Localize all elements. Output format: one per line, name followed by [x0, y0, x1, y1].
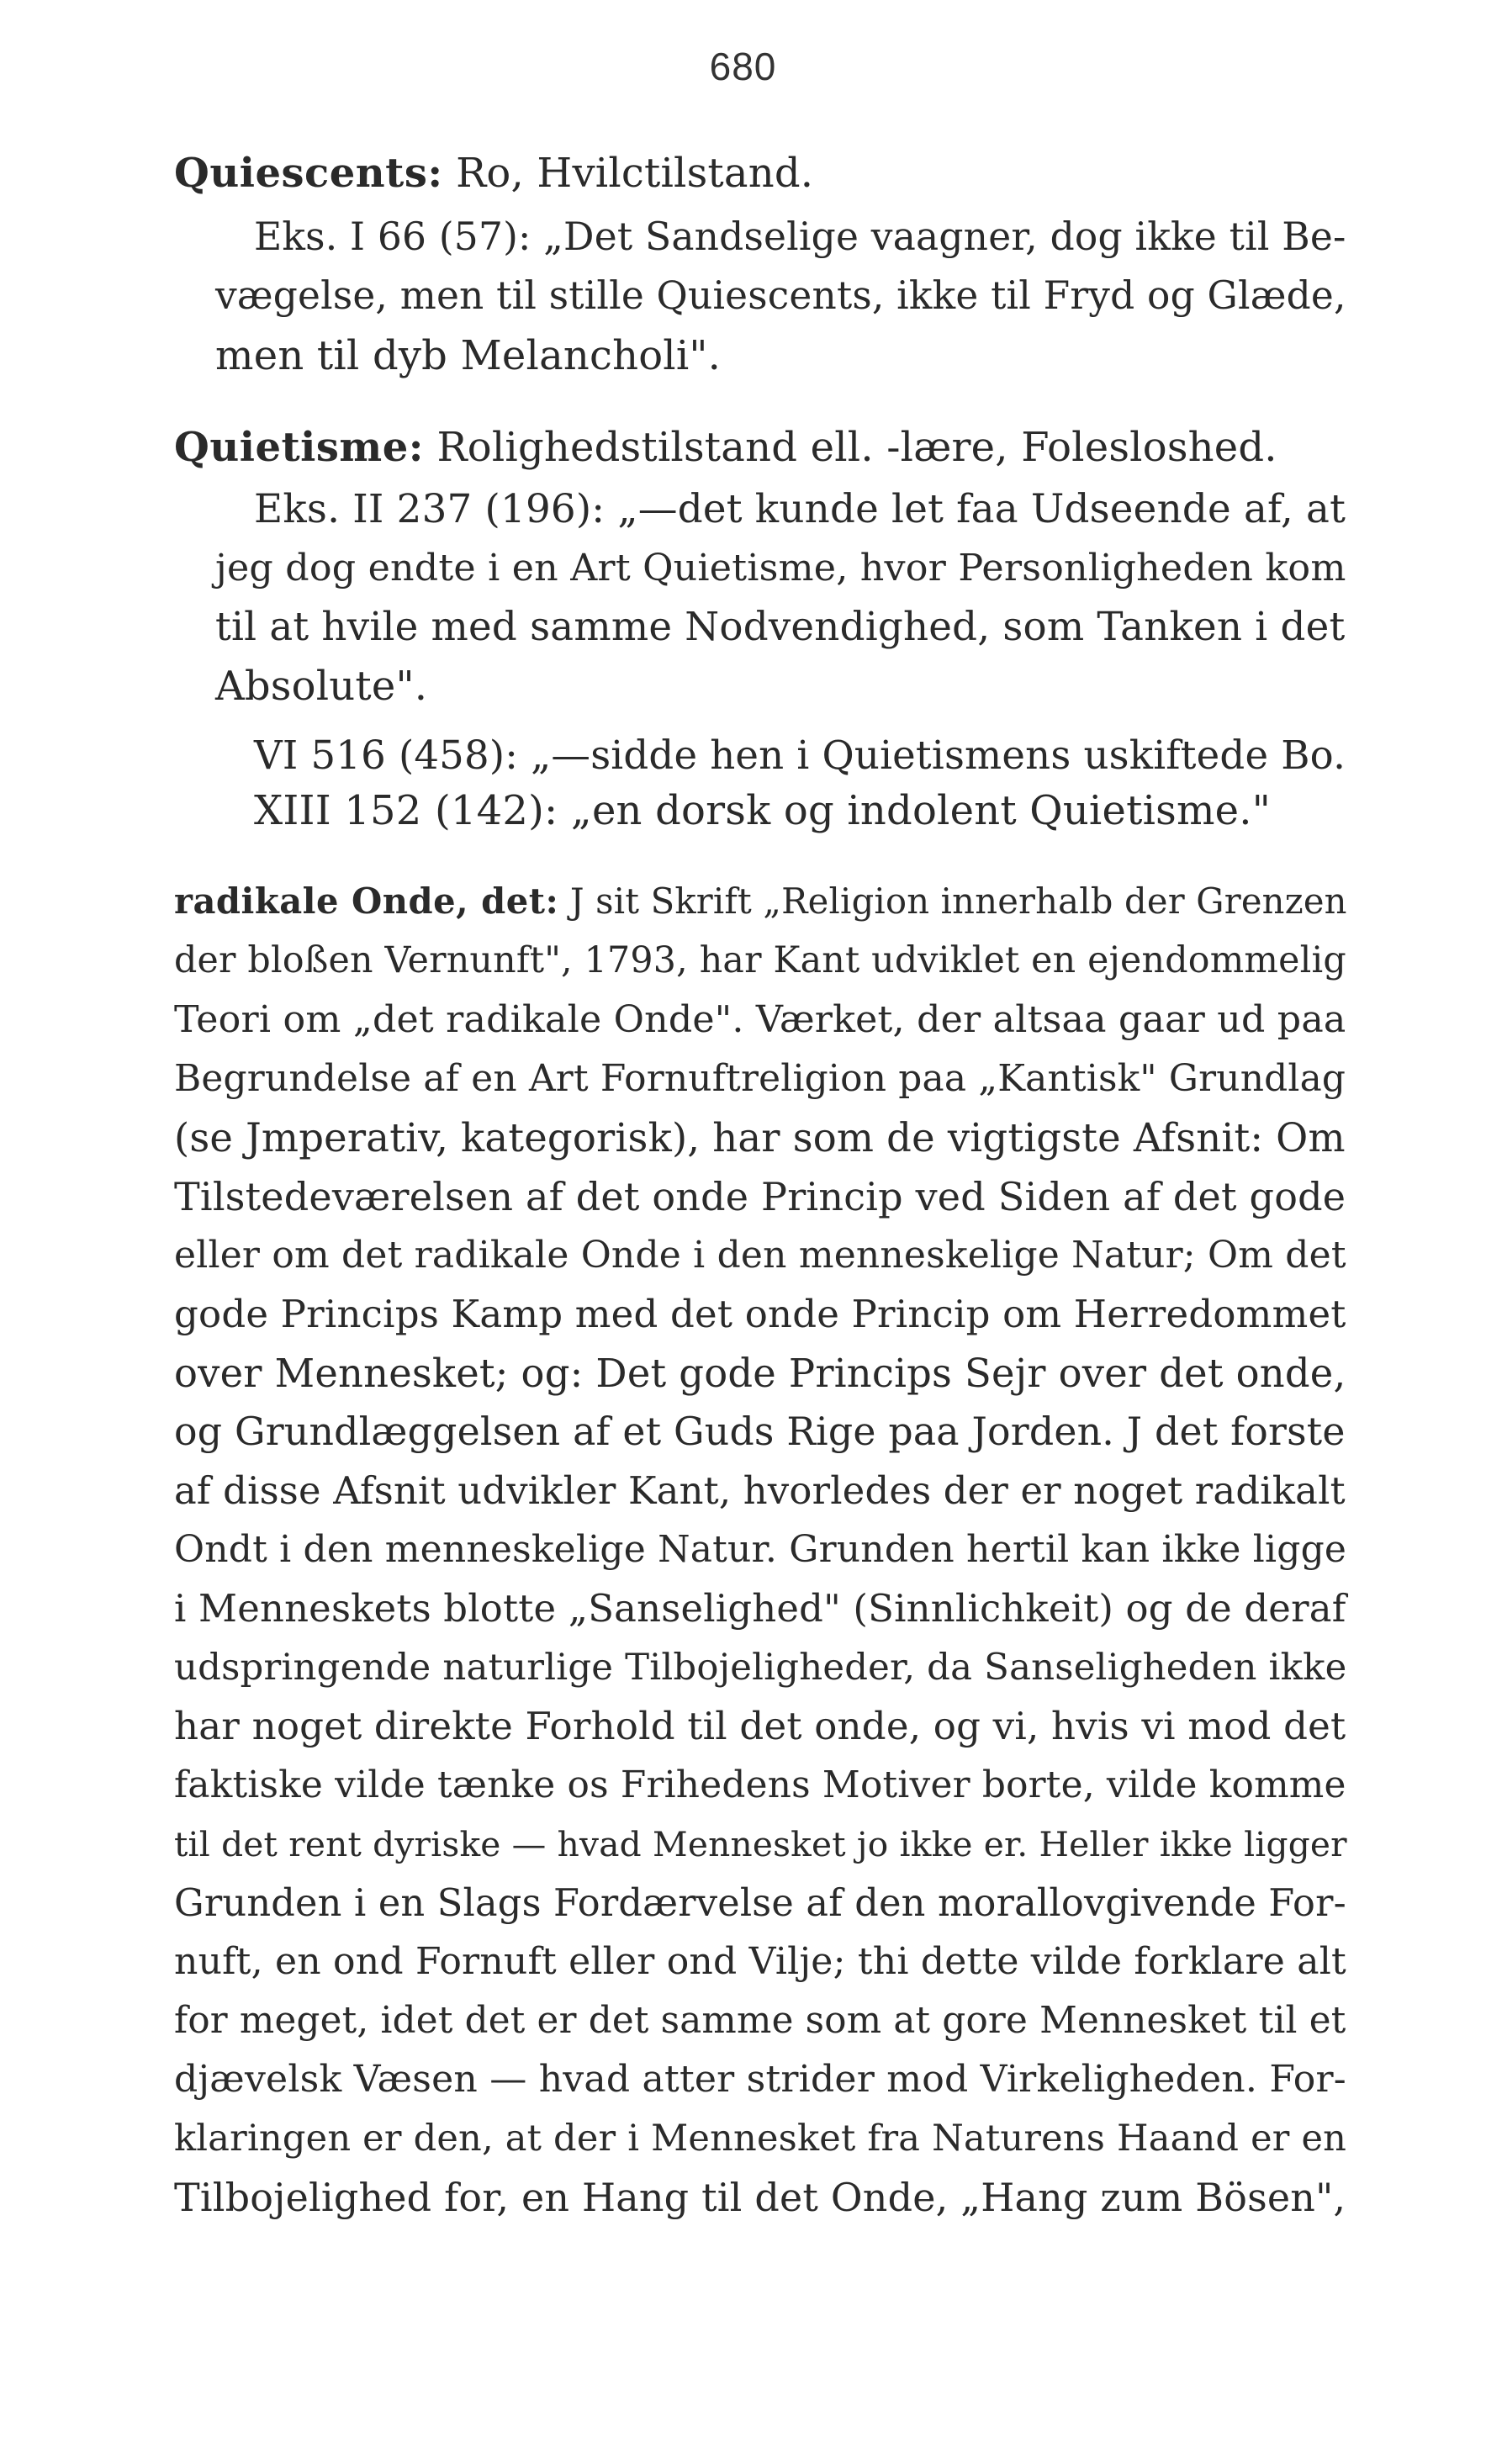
entry-quiescents-line-1 [174, 148, 813, 198]
entry-line: klaringen er den, at der i Mennesket fra Naturens Haand er en [174, 2118, 1347, 2160]
entry-line: (se Jmperativ, kategorisk), har som de vigtigste Afsnit: Om [174, 1115, 1346, 1161]
entry-line: Absolute". [215, 663, 428, 710]
entry-term: Quietisme: [174, 424, 424, 471]
entry-term: radikale Onde, det: [174, 880, 559, 922]
page-number: 680 [709, 45, 777, 88]
entry-line: udspringende naturlige Tilbojeligheder, da Sanseligheden ikke [174, 1647, 1347, 1689]
entry-text: Rolighedstilstand ell. -lære, Folesloshed. [436, 424, 1277, 471]
entry-line: nuft, en ond Fornuft eller ond Vilje; thi dette vilde forklare alt [174, 1940, 1346, 1983]
entry-text: J sit Skrift „Religion innerhalb der Grenzen [569, 880, 1347, 922]
entry-radikale-onde-line-1 [174, 876, 1347, 927]
entry-line: Tilstedeværelsen af det onde Princip ved Siden af det gode [174, 1174, 1346, 1219]
entry-line: Tilbojelighed for, en Hang til det Onde, „Hang zum Bösen", [174, 2175, 1346, 2220]
entry-line: gode Princips Kamp med det onde Princip om Herredommet [174, 1292, 1346, 1336]
entry-text: Ro, Hvilctilstand. [456, 150, 814, 197]
entry-quietisme-line-1 [174, 422, 1277, 473]
entry-line: jeg dog endte i en Art Quietisme, hvor Personligheden kom [215, 547, 1346, 590]
entry-line: og Grundlæggelsen af et Guds Rige paa Jorden. J det forste [174, 1409, 1346, 1454]
entry-line: XIII 152 (142): „en dorsk og indolent Quietisme." [254, 787, 1272, 834]
entry-line: over Mennesket; og: Det gode Princips Sejr over det onde, [174, 1351, 1346, 1396]
entry-line: Ondt i den menneskelige Natur. Grunden hertil kan ikke ligge [174, 1528, 1347, 1571]
entry-term: Quiescents: [174, 150, 443, 197]
entry-line: af disse Afsnit udvikler Kant, hvorledes der er noget radikalt [174, 1468, 1346, 1513]
entry-line: Eks. II 237 (196): „—det kunde let faa Udseende af, at [254, 487, 1346, 532]
entry-line: til det rent dyriske — hvad Mennesket jo ikke er. Heller ikke ligger [174, 1824, 1347, 1864]
entry-line: vægelse, men til stille Quiescents, ikke til Fryd og Glæde, [215, 273, 1346, 318]
entry-line: der bloßen Vernunft", 1793, har Kant udviklet en ejendommelig [174, 939, 1346, 981]
entry-line: men til dyb Melancholi". [215, 332, 722, 379]
entry-line: eller om det radikale Onde i den menneskelige Natur; Om det [174, 1234, 1346, 1277]
entry-line: faktiske vilde tænke os Frihedens Motiver borte, vilde komme [174, 1763, 1346, 1806]
entry-line: djævelsk Væsen — hvad atter strider mod Virkeligheden. For- [174, 2058, 1346, 2101]
entry-line: har noget direkte Forhold til det onde, og vi, hvis vi mod det [174, 1704, 1346, 1748]
entry-line: Grunden i en Slags Fordærvelse af den morallovgivende For- [174, 1881, 1346, 1925]
entry-line: Teori om „det radikale Onde". Værket, der altsaa gaar ud paa [174, 998, 1346, 1041]
entry-line: VI 516 (458): „—sidde hen i Quietismens uskiftede Bo. [254, 732, 1346, 778]
entry-line: Eks. I 66 (57): „Det Sandselige vaagner, dog ikke til Be- [254, 214, 1346, 259]
entry-line: for meget, idet det er det samme som at gore Mennesket til et [174, 1999, 1346, 2042]
entry-line: i Menneskets blotte „Sanselighed" (Sinnlichkeit) og de deraf [174, 1586, 1346, 1631]
entry-line: til at hvile med samme Nodvendighed, som Tanken i det [215, 605, 1346, 650]
entry-line: Begrundelse af en Art Fornuftreligion paa „Kantisk" Grundlag [174, 1057, 1346, 1100]
